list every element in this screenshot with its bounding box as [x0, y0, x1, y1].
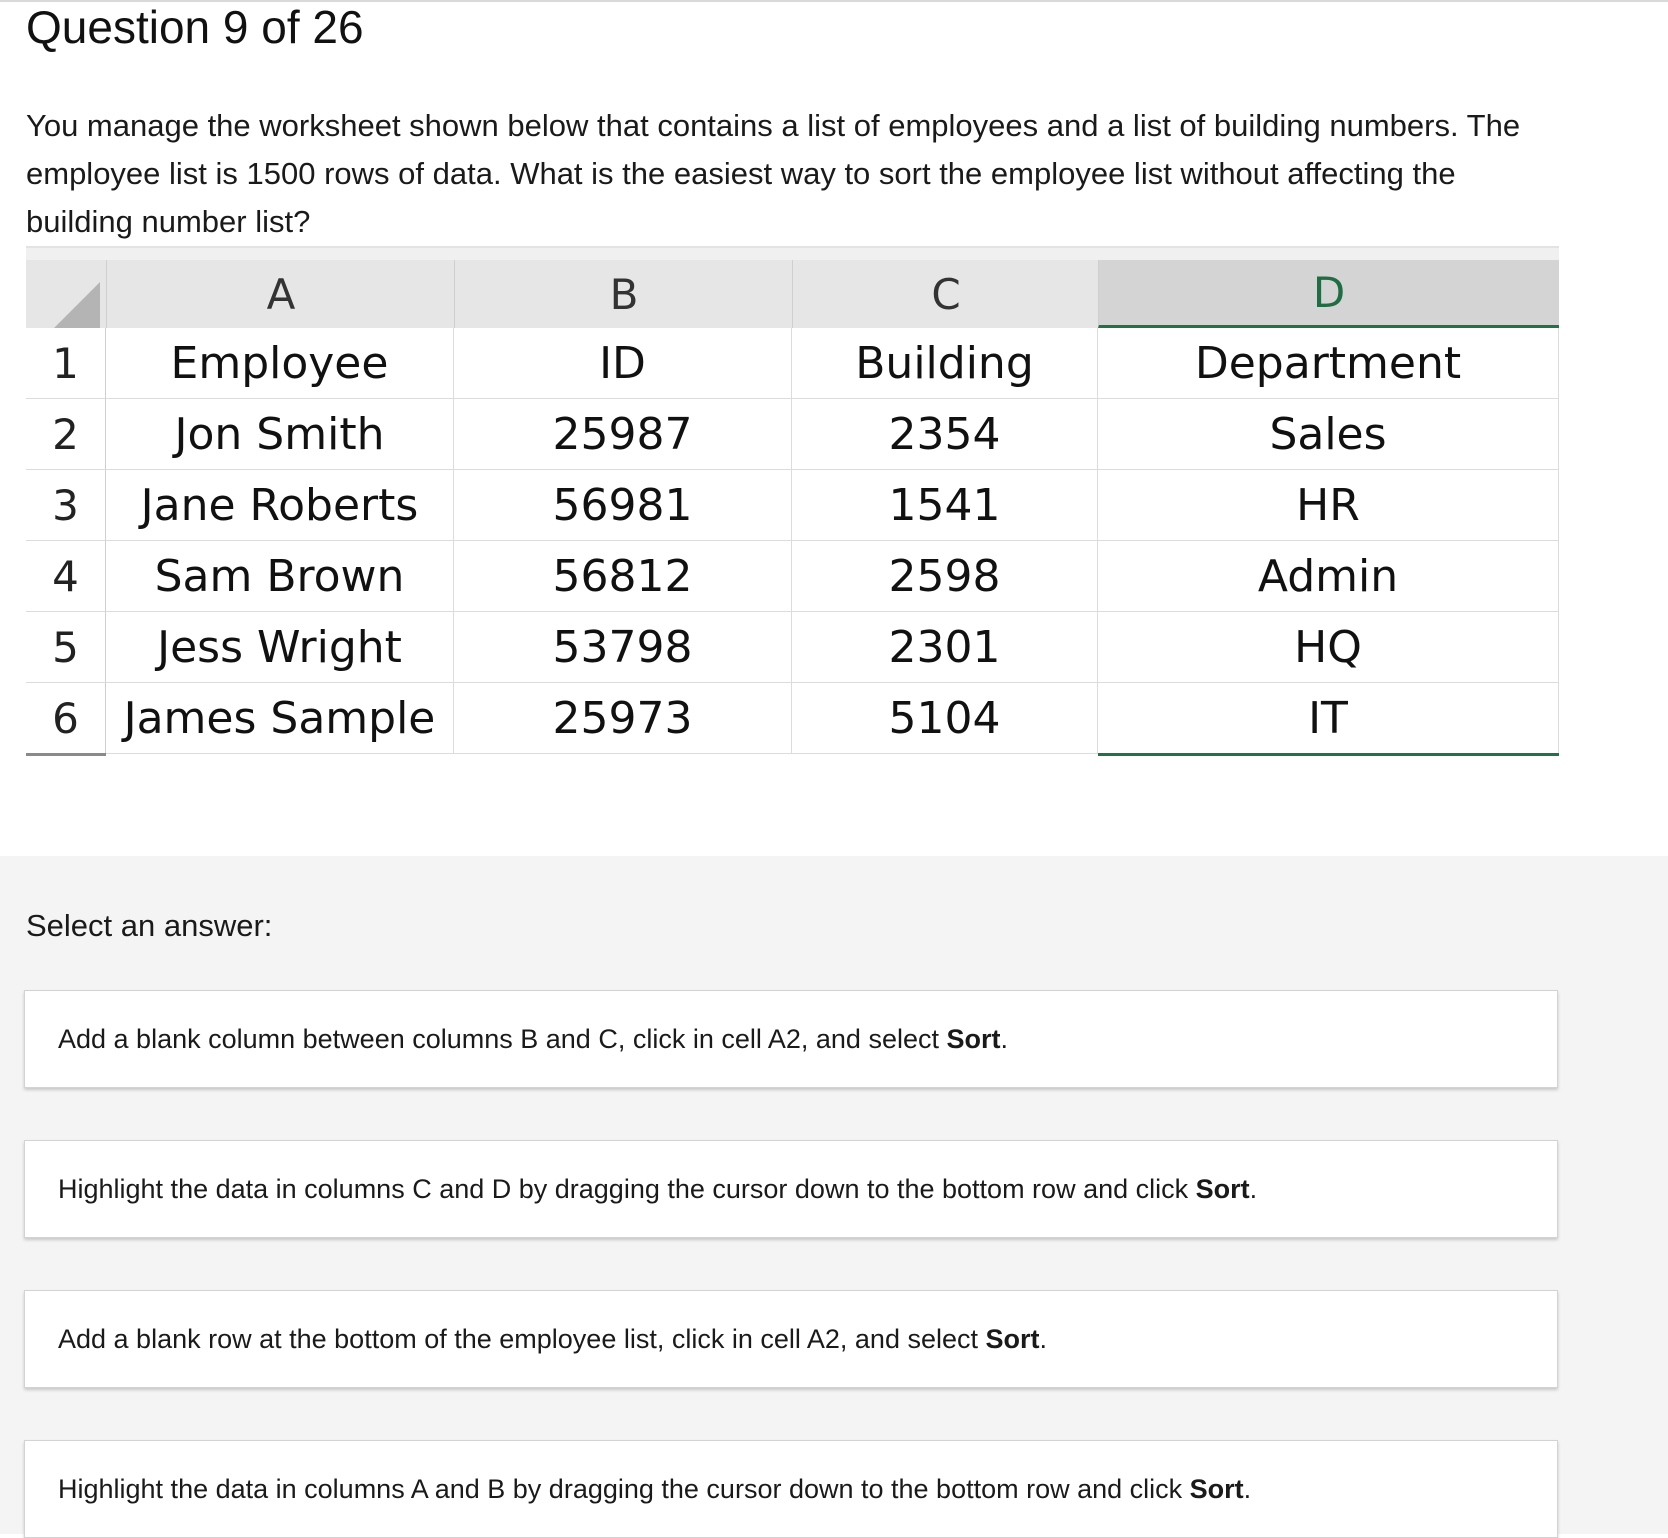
cell-d1: Department	[1098, 328, 1559, 399]
column-header-c: C	[792, 260, 1099, 328]
cell-b4: 56812	[454, 541, 792, 612]
cell-a5: Jess Wright	[106, 612, 454, 683]
column-header-a: A	[106, 260, 455, 328]
row-header-6: 6	[26, 683, 106, 754]
cell-b2: 25987	[454, 399, 792, 470]
answer-area	[0, 856, 1668, 1534]
cell-b5: 53798	[454, 612, 792, 683]
cell-a3: Jane Roberts	[106, 470, 454, 541]
row-header-2: 2	[26, 399, 106, 470]
row-header-3: 3	[26, 470, 106, 541]
answer-option-text: Add a blank row at the bottom of the employee list, click in cell A2, and select Sort.	[58, 1323, 1048, 1354]
row-header-4: 4	[26, 541, 106, 612]
cell-a1: Employee	[106, 328, 454, 399]
cell-d5: HQ	[1098, 612, 1559, 683]
answer-option-text: Add a blank column between columns B and C, click in cell A2, and select Sort.	[58, 1023, 1008, 1054]
row-header-1: 1	[26, 328, 106, 399]
cell-c1: Building	[792, 328, 1098, 399]
cell-c6: 5104	[792, 683, 1098, 754]
cell-d6: IT	[1098, 683, 1559, 754]
select-answer-label: Select an answer:	[26, 908, 273, 943]
question-counter: Question 9 of 26	[26, 1, 364, 53]
cell-c5: 2301	[792, 612, 1098, 683]
cell-a4: Sam Brown	[106, 541, 454, 612]
column-header-b: B	[454, 260, 793, 328]
cell-a2: Jon Smith	[106, 399, 454, 470]
question-text: You manage the worksheet shown below that contains a list of employees and a list of building numbers. The employee list is 1500 rows of data. What is the easiest way to sort the employee list without affecting the building number list?	[26, 108, 1521, 239]
answer-option-2[interactable]	[24, 1140, 1558, 1238]
row-header-border	[26, 753, 106, 756]
answer-option-3[interactable]	[24, 1290, 1558, 1388]
selection-border	[1098, 753, 1559, 756]
cell-b6: 25973	[454, 683, 792, 754]
row-header-5: 5	[26, 612, 106, 683]
answer-option-4[interactable]	[24, 1440, 1558, 1538]
cell-a6: James Sample	[106, 683, 454, 754]
answer-option-text: Highlight the data in columns A and B by dragging the cursor down to the bottom row and click Sort.	[58, 1473, 1252, 1504]
column-header-d: D	[1098, 260, 1559, 328]
cell-d2: Sales	[1098, 399, 1559, 470]
cell-d4: Admin	[1098, 541, 1559, 612]
cell-d3: HR	[1098, 470, 1559, 541]
cell-b1: ID	[454, 328, 792, 399]
cell-c4: 2598	[792, 541, 1098, 612]
cell-c3: 1541	[792, 470, 1098, 541]
answer-option-1[interactable]	[24, 990, 1558, 1088]
select-all-corner	[26, 260, 106, 328]
cell-c2: 2354	[792, 399, 1098, 470]
cell-b3: 56981	[454, 470, 792, 541]
answer-option-text: Highlight the data in columns C and D by dragging the cursor down to the bottom row and click Sort.	[58, 1173, 1258, 1204]
worksheet-image	[26, 246, 1559, 758]
